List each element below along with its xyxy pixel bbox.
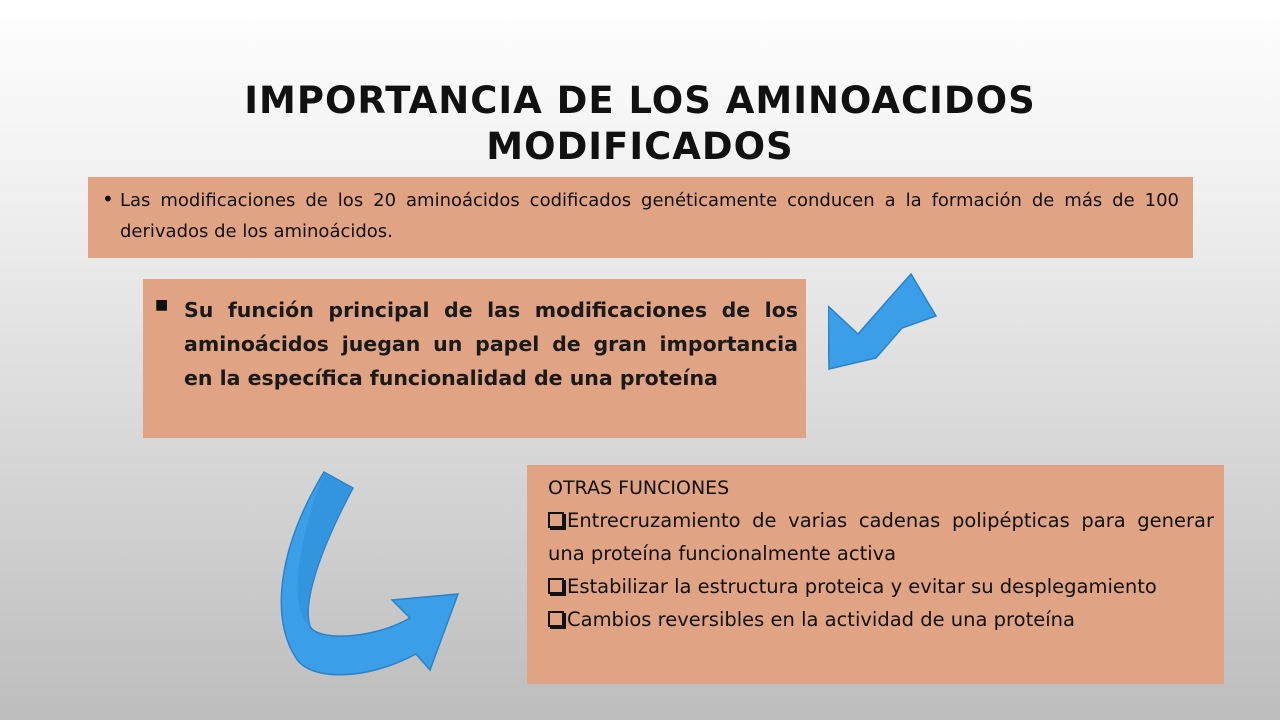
square-bullet-icon: ■ <box>155 297 169 313</box>
function-item-text: Entrecruzamiento de varias cadenas polipépticas para generar una proteína funcionalmente activa <box>548 509 1214 565</box>
function-item <box>548 570 1214 603</box>
checkbox-icon <box>548 512 564 528</box>
function-item-text: Cambios reversibles en la actividad de una proteína <box>567 608 1075 631</box>
intro-box <box>88 177 1193 258</box>
slide-title-line2: MODIFICADOS <box>486 125 794 168</box>
function-item <box>548 603 1214 636</box>
slide-title-line1: IMPORTANCIA DE LOS AMINOACIDOS <box>244 79 1036 122</box>
function-item-text: Estabilizar la estructura proteica y evitar su desplegamiento <box>567 575 1157 598</box>
slide-title <box>150 78 1130 170</box>
main-function-text: Su función principal de las modificaciones de los aminoácidos juegan un papel de gran importancia en la específica funcionalidad de una proteína <box>184 298 798 390</box>
bullet-icon: • <box>102 187 114 211</box>
function-item <box>548 504 1214 570</box>
main-function-box <box>143 279 806 438</box>
curved-arrow-icon <box>262 466 472 688</box>
other-functions-heading: OTRAS FUNCIONES <box>548 477 730 499</box>
checkbox-icon <box>548 578 564 594</box>
intro-text: Las modificaciones de los 20 aminoácidos codificados genéticamente conducen a la formación de más de 100 derivados de los aminoácidos. <box>120 190 1179 242</box>
checkbox-icon <box>548 611 564 627</box>
down-left-arrow-icon <box>828 270 940 375</box>
other-functions-box <box>527 465 1224 684</box>
